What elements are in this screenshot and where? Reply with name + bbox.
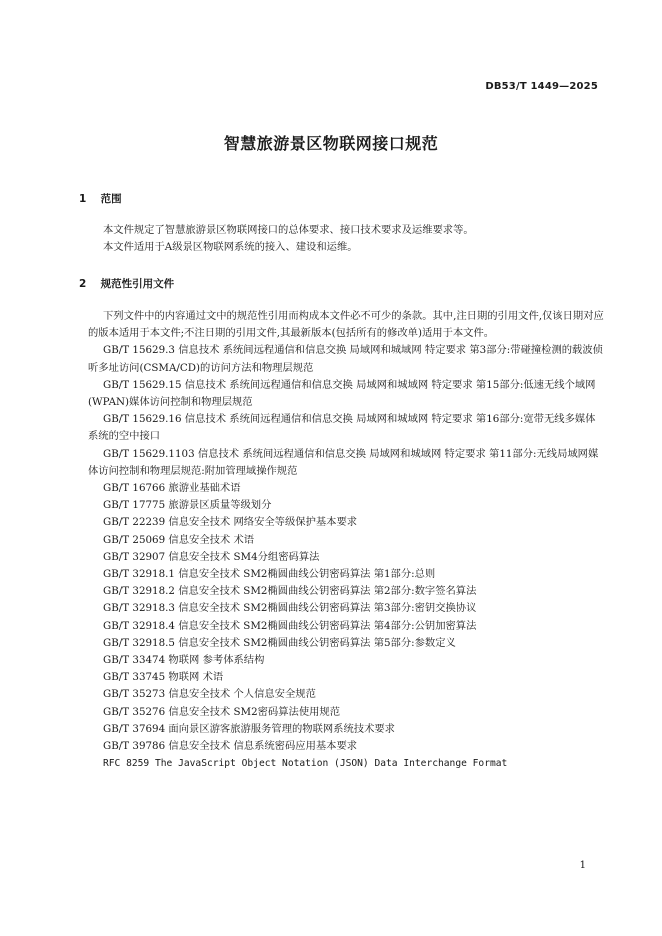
reference-item: GB/T 16766 旅游业基础术语	[103, 482, 241, 495]
references-list	[88, 308, 604, 772]
reference-item: GB/T 32918.5 信息安全技术 SM2椭圆曲线公钥密码算法 第5部分:参数定义	[103, 636, 456, 649]
reference-item: GB/T 33474 物联网 参考体系结构	[103, 654, 265, 667]
reference-item: GB/T 33745 物联网 术语	[103, 671, 224, 684]
reference-item: GB/T 32918.2 信息安全技术 SM2椭圆曲线公钥密码算法 第2部分:数字签名算法	[103, 585, 477, 598]
reference-item: GB/T 32907 信息安全技术 SM4分组密码算法	[103, 550, 320, 563]
document-code: DB53/T 1449—2025	[485, 81, 598, 92]
reference-item: GB/T 32918.3 信息安全技术 SM2椭圆曲线公钥密码算法 第3部分:密钥交换协议	[103, 602, 477, 615]
reference-item: GB/T 15629.15 信息技术 系统间远程通信和信息交换 局域网和城域网 特定要求 第15部分:低速无线个域网(WPAN)媒体访问控制和物理层规范	[88, 378, 596, 409]
reference-item: GB/T 32918.1 信息安全技术 SM2椭圆曲线公钥密码算法 第1部分:总则	[103, 568, 436, 581]
reference-item: RFC 8259 The JavaScript Object Notation (JSON) Data Interchange Format	[103, 758, 508, 770]
section-2-intro: 下列文件中的内容通过文中的规范性引用而构成本文件必不可少的条款。其中,注日期的引用文件,仅该日期对应的版本适用于本文件;不注日期的引用文件,其最新版本(包括所有的修改单)适用于本文件。	[88, 310, 604, 340]
reference-item: GB/T 35273 信息安全技术 个人信息安全规范	[103, 688, 316, 701]
reference-item: GB/T 39786 信息安全技术 信息系统密码应用基本要求	[103, 740, 358, 753]
reference-item: GB/T 25069 信息安全技术 术语	[103, 533, 255, 546]
reference-item: GB/T 22239 信息安全技术 网络安全等级保护基本要求	[103, 516, 358, 529]
section-1-paragraph: 本文件适用于A级景区物联网系统的接入、建设和运维。	[103, 241, 358, 254]
reference-item: GB/T 32918.4 信息安全技术 SM2椭圆曲线公钥密码算法 第4部分:公钥加密算法	[103, 619, 477, 632]
reference-item: GB/T 35276 信息安全技术 SM2密码算法使用规范	[103, 705, 341, 718]
reference-item: GB/T 37694 面向景区游客旅游服务管理的物联网系统技术要求	[103, 722, 395, 735]
section-2-heading	[79, 276, 174, 291]
section-1-body	[88, 222, 604, 256]
section-2-number: 2	[79, 278, 87, 290]
section-1-number: 1	[79, 193, 87, 205]
section-2-title: 规范性引用文件	[100, 278, 175, 290]
reference-item: GB/T 17775 旅游景区质量等级划分	[103, 499, 272, 512]
section-1-paragraph: 本文件规定了智慧旅游景区物联网接口的总体要求、接口技术要求及运维要求等。	[103, 224, 474, 236]
section-1-title: 范围	[100, 193, 122, 205]
reference-item: GB/T 15629.1103 信息技术 系统间远程通信和信息交换 局域网和城域网 特定要求 第11部分:无线局域网媒体访问控制和物理层规范:附加管理域操作规范	[88, 447, 599, 477]
page-number: 1	[579, 860, 586, 871]
reference-item: GB/T 15629.16 信息技术 系统间远程通信和信息交换 局域网和城域网 特定要求 第16部分:宽带无线多媒体系统的空中接口	[88, 413, 596, 443]
reference-item: GB/T 15629.3 信息技术 系统间远程通信和信息交换 局域网和城域网 特定要求 第3部分:带碰撞检测的载波侦听多址访问(CSMA/CD)的访问方法和物理层规范	[88, 344, 603, 374]
section-1-heading	[79, 191, 122, 206]
document-title: 智慧旅游景区物联网接口规范	[223, 134, 439, 153]
